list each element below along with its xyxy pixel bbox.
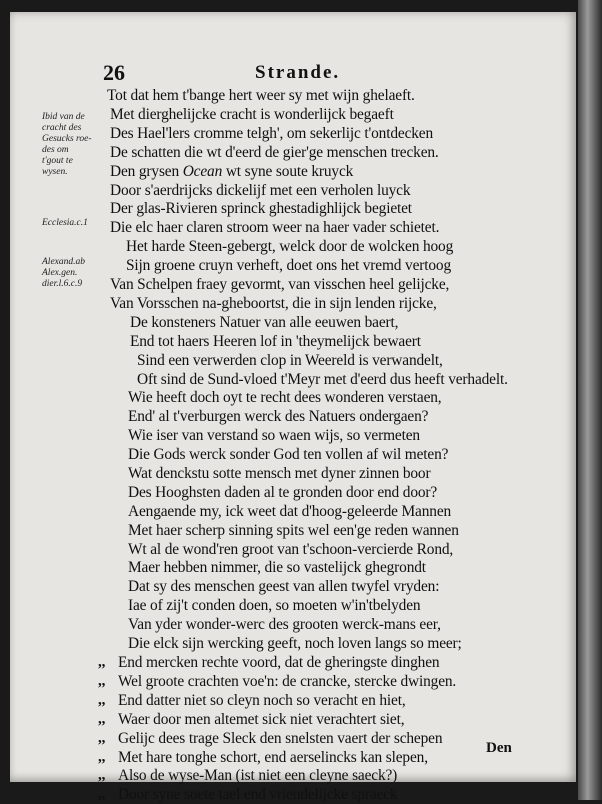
verse-line	[128, 445, 448, 464]
verse-line	[128, 426, 420, 445]
verse-line	[128, 540, 453, 559]
verse-line-text: Sind een verwerden clop in Weereld is verwandelt,	[137, 352, 443, 369]
verse-line-text: Waer door men altemet sick niet verachtert siet,	[118, 711, 405, 728]
marginal-note: Ibid van de cracht des Gesucks roe- des om t'gout te wysen.	[42, 112, 92, 177]
verse-line	[98, 710, 405, 729]
verse-line-text: Die elc haer claren stroom weer na haer vader schietet.	[110, 219, 440, 236]
verse-line-text: Wt al de wond'ren groot van t'schoon-vercierde Rond,	[128, 541, 454, 558]
quotation-mark: ,,	[98, 711, 106, 727]
verse-line-text: Gelijc dees trage Sleck den snelsten vaert der schepen	[118, 730, 443, 747]
verse-line-text: Met haer scherp sinning spits wel een'ge reden wannen	[128, 522, 459, 539]
verse-line-text: wt syne soute kruyck	[222, 163, 354, 180]
verse-line	[98, 748, 428, 767]
quotation-mark: ,,	[98, 786, 106, 802]
verse-line-text: Van Vorsschen na-gheboortst, die in sijn lenden rijcke,	[110, 295, 437, 312]
verse-line	[110, 105, 394, 124]
verse-line-text: Tot dat hem t'bange hert weer sy met wijn ghelaeft.	[107, 87, 415, 104]
verse-line-text: Wie heeft doch oyt te recht dees wonderen verstaen,	[128, 389, 442, 406]
verse-line	[110, 294, 437, 313]
verse-line	[98, 766, 398, 785]
verse-line-text: Van yder wonder-werc des grooten werck-mans eer,	[128, 616, 441, 633]
verse-line-text: End mercken rechte voord, dat de gheringste dinghen	[118, 654, 440, 671]
verse-line	[128, 634, 462, 653]
verse-line	[128, 502, 451, 521]
marginal-note: Ecclesia.c.1	[42, 218, 88, 228]
verse-line-text: End tot haers Heeren lof in 'theymelijck bewaert	[130, 333, 421, 350]
verse-line	[128, 464, 430, 483]
verse-line	[126, 256, 451, 275]
verse-line	[110, 143, 439, 162]
quotation-mark: ,,	[98, 749, 106, 765]
verse-line	[98, 691, 406, 710]
quotation-mark: ,,	[98, 673, 106, 689]
running-title: Strande.	[255, 62, 341, 83]
verse-line-text: Maer hebben nimmer, die so vastelijck ghegrondt	[128, 559, 426, 576]
verse-line-text: Met hare tonghe schort, end aerselincks kan slepen,	[118, 749, 428, 766]
verse-line-emphasis: Ocean	[182, 163, 223, 180]
verse-line	[128, 577, 439, 596]
verse-line-text: Het harde Steen-gebergt, welck door de wolcken hoog	[126, 238, 454, 255]
verse-line-text: Die Gods werck sonder God ten vollen af wil meten?	[128, 446, 449, 463]
verse-line	[130, 332, 421, 351]
verse-line-text: De konsteners Natuer van alle eeuwen baert,	[130, 314, 399, 331]
verse-line-text: Des Hooghsten daden al te gronden door end door?	[128, 484, 438, 501]
verse-line	[137, 351, 443, 370]
verse-line-text: End datter niet so cleyn noch so veracht en hiet,	[118, 692, 406, 709]
quotation-mark: ,,	[98, 767, 106, 783]
verse-line	[110, 162, 353, 181]
verse-line	[98, 653, 440, 672]
verse-line-text: Den grysen	[110, 163, 183, 180]
verse-line-text: Wel groote crachten voe'n: de crancke, stercke dwingen.	[118, 673, 457, 690]
verse-line-text: Met dierghelijcke cracht is wonderlijck begaeft	[110, 106, 394, 123]
verse-line	[110, 275, 449, 294]
page-number: 26	[103, 60, 125, 85]
quotation-mark: ,,	[98, 654, 106, 670]
verse-line	[98, 672, 457, 691]
verse-line	[110, 218, 439, 237]
verse-line-text: Door syne soete tael end vriendelijcke spraeck	[118, 786, 398, 803]
verse-line	[110, 124, 433, 143]
verse-line	[130, 313, 398, 332]
quotation-mark: ,,	[98, 692, 106, 708]
verse-line-text: Des Hael'lers cromme telgh', om sekerlijc t'ontdecken	[110, 125, 434, 142]
verse-line	[128, 596, 420, 615]
verse-line	[110, 199, 412, 218]
verse-line-text: Van Schelpen fraey gevormt, van visschen heel gelijcke,	[110, 276, 450, 293]
verse-line	[110, 181, 410, 200]
verse-line	[128, 483, 437, 502]
verse-line-text: Der glas-Rivieren sprinck ghestadighlijck begietet	[110, 200, 412, 217]
verse-line	[98, 785, 398, 804]
verse-line-text: Iae of zij't conden doen, so moeten w'in'tbelyden	[128, 597, 421, 614]
verse-line-text: Oft sind de Sund-vloed t'Meyr met d'eerd dus heeft verhadelt.	[137, 371, 508, 388]
verse-line-text: Also de wyse-Man (ist niet een cleyne saeck?)	[118, 767, 398, 784]
verse-line-text: Sijn groene cruyn verheft, doet ons het vremd vertoog	[126, 257, 451, 274]
verse-line	[128, 615, 441, 634]
page-header	[103, 60, 536, 86]
quotation-mark: ,,	[98, 730, 106, 746]
catchword: Den	[486, 740, 512, 756]
verse-line	[128, 558, 426, 577]
verse-line-text: Die elck sijn wercking geeft, noch loven langs so meer;	[128, 635, 462, 652]
verse-line	[98, 729, 443, 748]
verse-line-text: End' al t'verburgen werck des Natuers ondergaen?	[128, 408, 429, 425]
verse-line	[137, 370, 508, 389]
verse-line	[128, 407, 428, 426]
verse-line-text: Wie iser van verstand so waen wijs, so vermeten	[128, 427, 420, 444]
marginal-note: Alexand.ab Alex.gen. dier.l.6.c.9	[42, 257, 86, 289]
book-page	[10, 12, 576, 803]
verse-line	[107, 86, 415, 105]
verse-line-text: Wat denckstu sotte mensch met dyner zinnen boor	[128, 465, 431, 482]
book-spine-shadow	[578, 0, 602, 800]
verse-line	[128, 388, 442, 407]
verse-line	[128, 521, 459, 540]
verse-line-text: Aengaende my, ick weet dat d'hoog-geleerde Mannen	[128, 503, 452, 520]
verse-line-text: Dat sy des menschen geest van allen twyfel vryden:	[128, 578, 440, 595]
verse-line-text: Door s'aerdrijcks dickelijf met een verholen luyck	[110, 182, 411, 199]
verse-line	[126, 237, 453, 256]
verse-line-text: De schatten die wt d'eerd de gier'ge menschen trecken.	[110, 144, 439, 161]
